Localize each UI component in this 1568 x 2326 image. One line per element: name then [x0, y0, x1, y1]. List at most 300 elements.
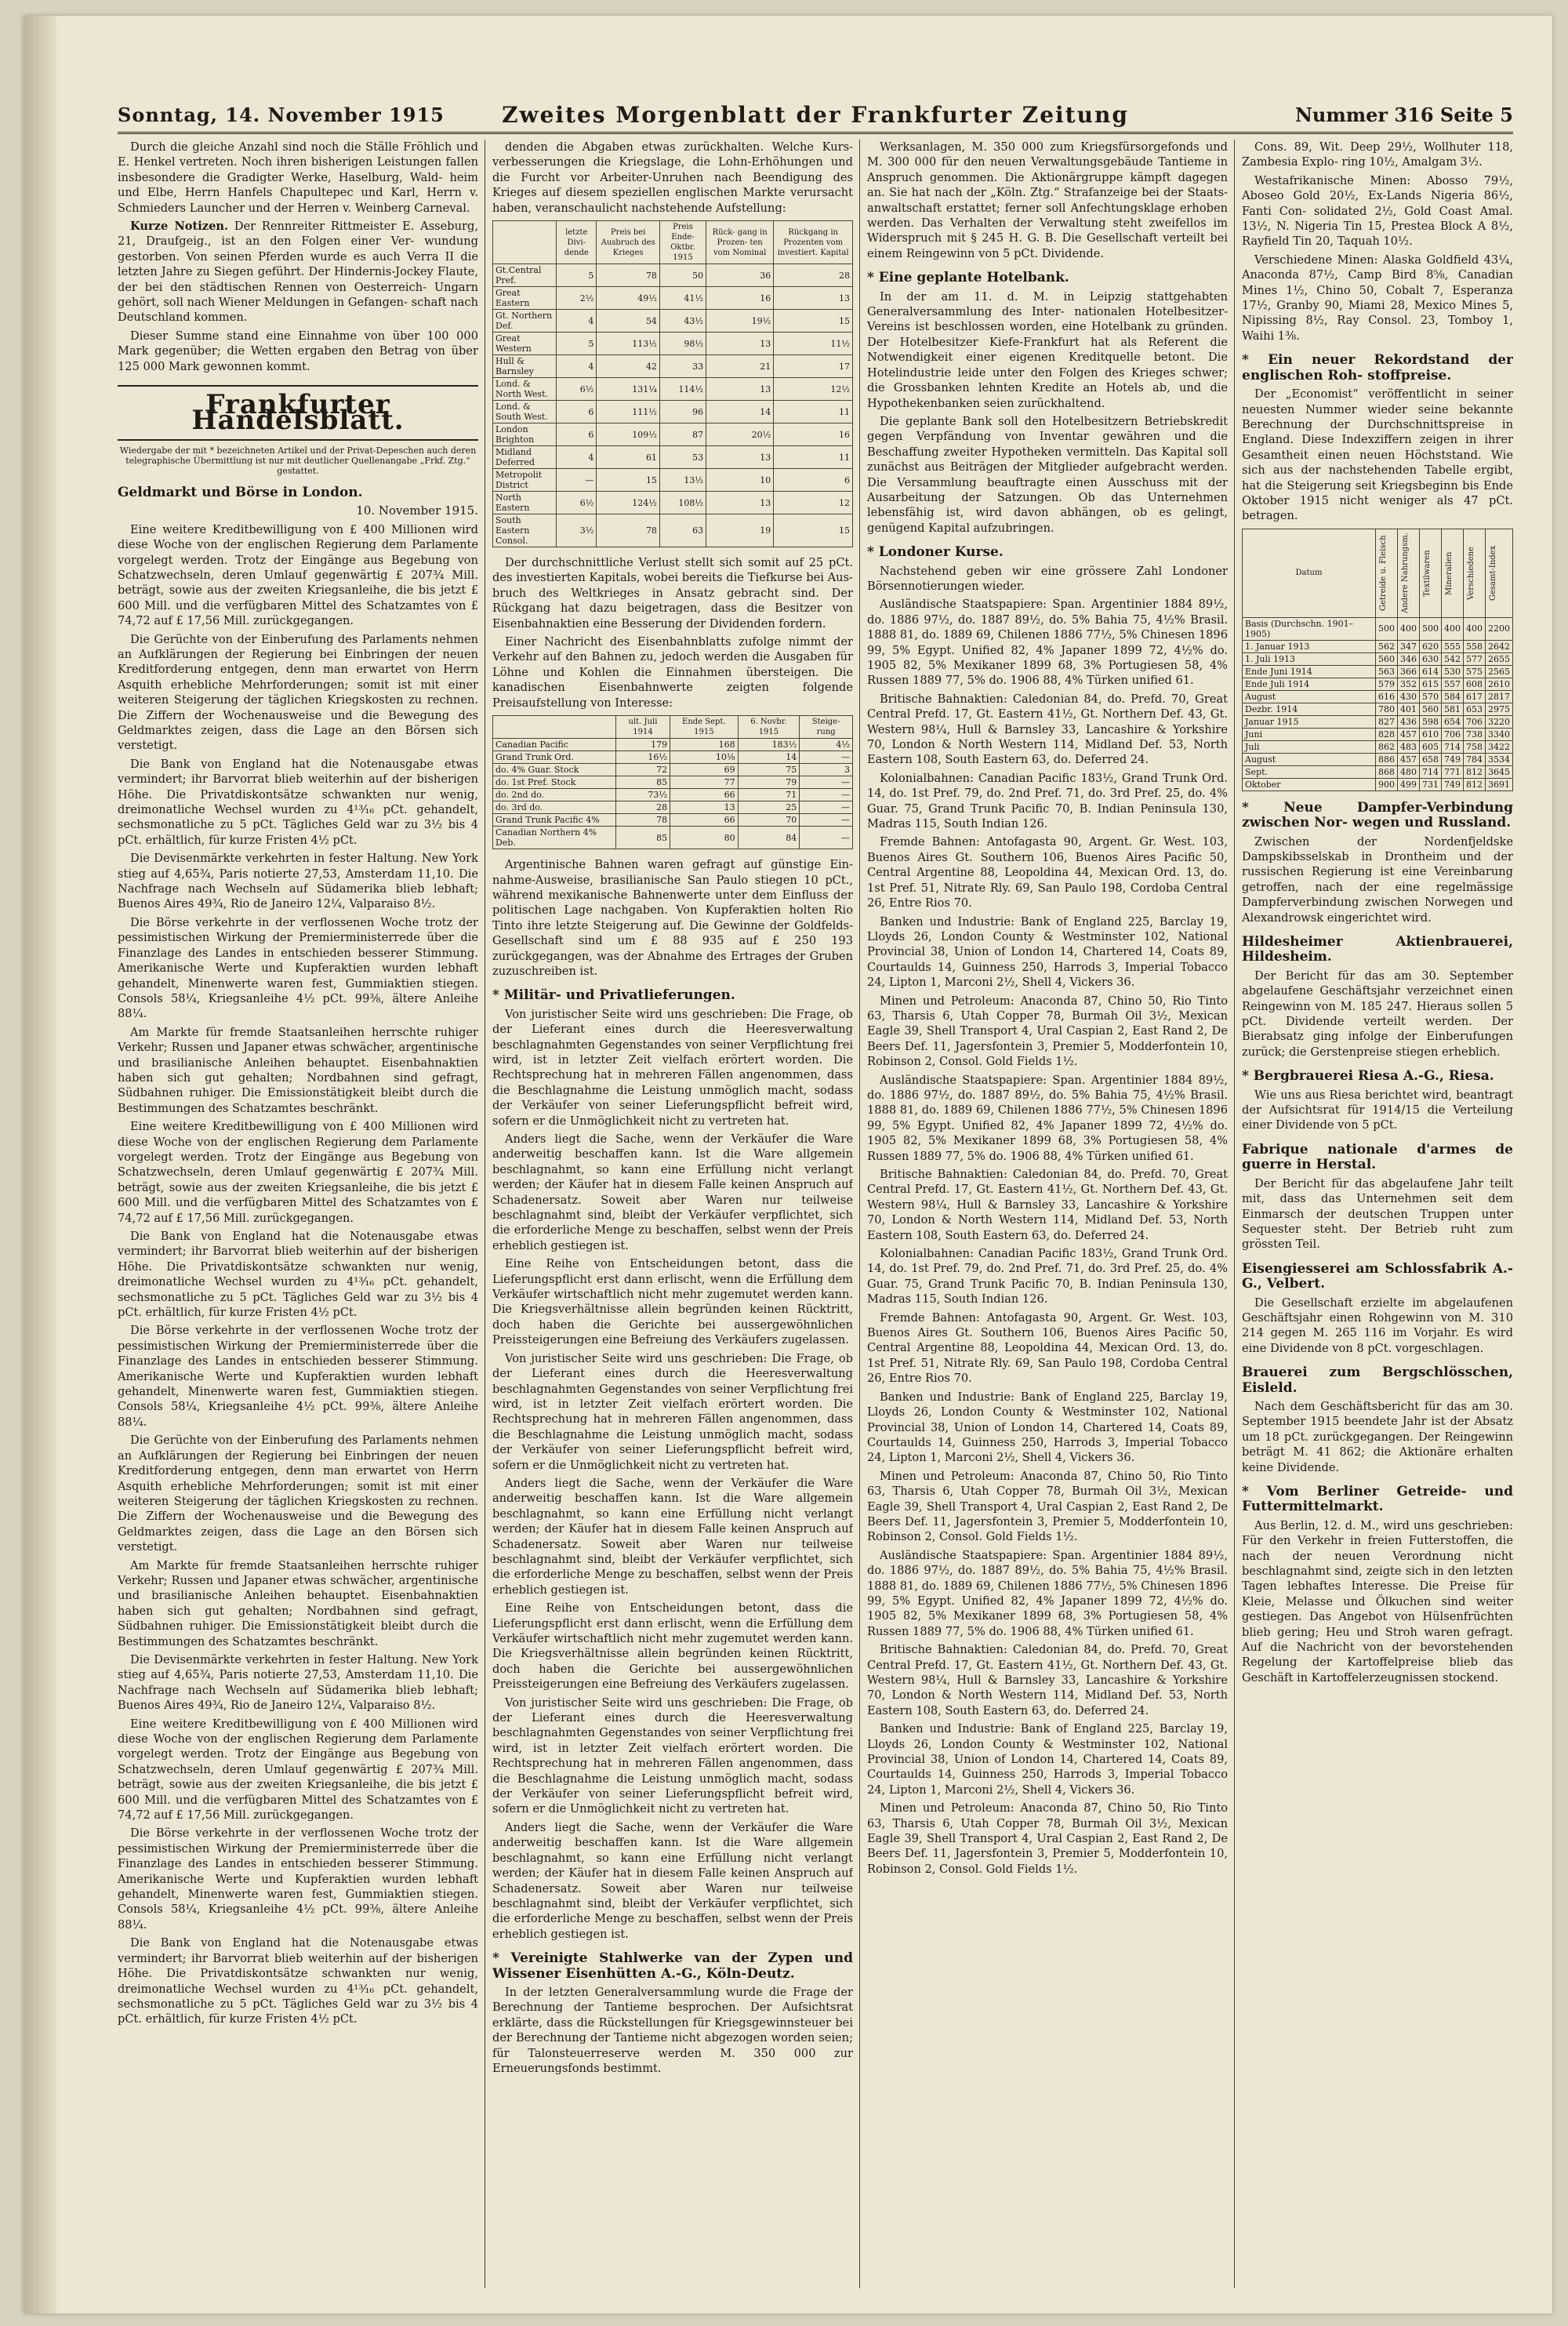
- table-header-cell: Gesamt-Index: [1486, 529, 1513, 617]
- column-2: [492, 140, 853, 2288]
- table-cell: 4: [557, 310, 597, 333]
- table-cell: 562: [1376, 640, 1398, 652]
- article-paragraph: Wie uns aus Riesa berichtet wird, beantragt der Aufsichtsrat für 1914/15 die Verteilung einer Dividende von 5 pCt.: [1242, 1088, 1513, 1132]
- article-paragraph: Der durchschnittliche Verlust stellt sich somit auf 25 pCt. des investierten Kapitals, wobei bereits die Tiefkurse bei Aus- bruch des Weltkrieges in Ansatz gebracht sind. Der Rückgang hat dazu beigetragen, dass die Besitzer von Eisenbahnaktien eine Besserung der Dividenden fordern.: [492, 556, 853, 631]
- table-header-cell: Getreide u. Fleisch: [1376, 529, 1398, 617]
- column-3: [867, 140, 1228, 2288]
- table-cell: 530: [1442, 665, 1464, 678]
- quotes-paragraph: Minen und Petroleum: Anaconda 87, Chino 50, Rio Tinto 63, Tharsis 6, Utah Copper 78, Burmah Oil 3½, Mexican Eagle 39, Shell Transport 4, Ural Caspian 2, East Rand 2, De Beers Def. 11, Jagersfontein 3, Premier 5, Modderfontein 10, Robinson 2, Consol. Gold Fields 1½.: [867, 1801, 1228, 1876]
- table-cell: South Eastern Consol.: [493, 514, 557, 547]
- table-row: [493, 789, 853, 801]
- table-cell: 179: [615, 739, 670, 751]
- table-cell: 63: [659, 514, 706, 547]
- table-row: [493, 264, 853, 287]
- article-paragraph: Eine Reihe von Entscheidungen betont, dass die Lieferungspflicht erst dann erlischt, wenn die Erfüllung dem Verkäufer wirtschaftlich nicht mehr zugemutet werden kann. Die Kriegsverhältnisse allein begründen keinen Rücktritt, doch haben die Gerichte bei aussergewöhnlichen Preissteigerungen eine Befreiung des Verkäufers zugelassen.: [492, 1257, 853, 1347]
- table-cell: 66: [670, 789, 739, 801]
- table-cell: 827: [1376, 715, 1398, 728]
- table-cell: Sept.: [1243, 765, 1376, 778]
- table-cell: 579: [1376, 678, 1398, 690]
- table-cell: 12: [774, 492, 853, 514]
- article-paragraph: Aus Berlin, 12. d. M., wird uns geschrieben: Für den Verkehr in freien Futterstoffen, die nach der neuen Verordnung nicht beschlagnahmt sind, zeigte sich in den letzten Tagen lebhaftes Interesse. Die Preise für Kleie, Melasse und Ölkuchen sind weiter gestiegen. Das Angebot von Hülsenfrüchten blieb gering; Heu und Stroh waren gefragt. Auf die Nachricht von der bevorstehenden Regelung der Kartoffelpreise blieb das Geschäft in Kartoffelerzeugnissen stockend.: [1242, 1518, 1513, 1685]
- table-header-cell: Rückgang in Prozenten vom investiert. Kapital: [774, 221, 853, 264]
- table-cell: 457: [1398, 728, 1420, 740]
- column-4: [1242, 140, 1513, 2288]
- table-cell: 87: [659, 423, 706, 446]
- table-cell: Gt. Northern Def.: [493, 310, 557, 333]
- table-cell: 2642: [1486, 640, 1513, 652]
- table-cell: 50: [659, 264, 706, 287]
- table-cell: 457: [1398, 753, 1420, 765]
- table-cell: 480: [1398, 765, 1420, 778]
- quotes-paragraph: Ausländische Staatspapiere: Span. Argentinier 1884 89½, do. 1886 97½, do. 1887 89½, do. 5% Bahia 75, 4½% Brasil. 1888 81, do. 1889 69, Chilenen 1886 77½, 5% Chinesen 1896 99, 5% Egypt. Unified 82, 4% Japaner 1899 72, 4½% do. 1905 82, 5% Mexikaner 1899 68, 3% Portugiesen 58, 4% Russen 1889 77, 5% do. 1906 88, 4% Türken unified 61.: [867, 1073, 1228, 1163]
- article-paragraph: Anders liegt die Sache, wenn der Verkäufer die Ware anderweitig beschaffen kann. Ist die Ware allgemein beschlagnahmt, so kann eine Erfüllung nicht verlangt werden; der Käufer hat in diesem Falle keinen Anspruch auf Schadenersatz. Soweit aber Waren nur teilweise beschlagnahmt sind, bleibt der Verkäufer verpflichtet, sich die erforderliche Menge zu beschaffen, selbst wenn der Preis erheblich gestiegen ist.: [492, 1820, 853, 1941]
- table-cell: —: [800, 789, 853, 801]
- table-header-cell: Verschiedene: [1464, 529, 1486, 617]
- table-cell: 6½: [557, 378, 597, 401]
- table-row: [1243, 652, 1513, 665]
- table-cell: 5: [557, 264, 597, 287]
- table-header-cell: Preis bei Ausbruch des Krieges: [597, 221, 660, 264]
- article-paragraph: Die Devisenmärkte verkehrten in fester Haltung. New York stieg auf 4,65¾, Paris notierte 27,53, Amsterdam 11,10. Die Nachfrage nach Wechseln auf Südamerika blieb lebhaft; Buenos Aires 49¾, Rio de Janeiro 12¼, Valparaiso 8½.: [118, 1652, 478, 1713]
- table-cell: 436: [1398, 715, 1420, 728]
- table-cell: 54: [597, 310, 660, 333]
- table-cell: 61: [597, 446, 660, 469]
- table-header-cell: Ende Sept. 1915: [670, 716, 739, 739]
- table-cell: 400: [1464, 617, 1486, 640]
- table-cell: 352: [1398, 678, 1420, 690]
- table-cell: Canadian Northern 4% Deb.: [493, 827, 616, 849]
- table-cell: 6: [774, 469, 853, 492]
- article-title: * Militär- und Privatlieferungen.: [492, 987, 735, 1004]
- table-cell: 17: [774, 355, 853, 378]
- table-cell: 2½: [557, 287, 597, 310]
- article-paragraph: Einer Nachricht des Eisenbahnblatts zufolge nimmt der Verkehr auf den Bahnen zu, jedoch werden die Ausgaben für Löhne und Kohlen die Einnahmen übersteigen. Die kanadischen Eisenbahnwerte zeigten folgende Preisaufstellung von Interesse:: [492, 635, 853, 710]
- table-cell: 19: [706, 514, 774, 547]
- notes-paragraph-2: Dieser Summe stand eine Einnahme von über 100 000 Mark gegenüber; die Wetten ergaben den Betrag von über 125 000 Mark gewonnen kommt.: [118, 329, 478, 373]
- table-cell: 400: [1398, 617, 1420, 640]
- table-row: [1243, 617, 1513, 640]
- table-cell: 36: [706, 264, 774, 287]
- table-cell: 3340: [1486, 728, 1513, 740]
- table-cell: 15: [774, 310, 853, 333]
- table-cell: 780: [1376, 703, 1398, 715]
- table-cell: 12½: [774, 378, 853, 401]
- table-cell: 1. Juli 1913: [1243, 652, 1376, 665]
- table-cell: do. 4% Guar. Stock: [493, 764, 616, 776]
- table-header-cell: [493, 221, 557, 264]
- table-row: [1243, 665, 1513, 678]
- article-title: Geldmarkt und Börse in London.: [118, 484, 363, 500]
- table-cell: 33: [659, 355, 706, 378]
- table-cell: 658: [1420, 753, 1442, 765]
- table-cell: 85: [615, 776, 670, 789]
- quotes-paragraph: Fremde Bahnen: Antofagasta 90, Argent. Gr. West. 103, Buenos Aires Gt. Southern 106, Buenos Aires Pacific 50, Central Argentine 88, Leopoldina 44, Mexican Ord. 13, do. 1st Pref. 51, Nitrate Rly. 69, San Paulo 198, Cordoba Central 26, Entre Rios 70.: [867, 1310, 1228, 1386]
- header-date: Sonntag, 14. November 1915: [118, 104, 445, 126]
- section-subtitle: Wiedergabe der mit * bezeichneten Artikel und der Privat-Depeschen auch deren telegraphische Übermittlung ist nur mit deutlicher Quellenangabe „Frkf. Ztg.“ gestattet.: [119, 445, 477, 476]
- column-rule: [859, 140, 860, 2288]
- article-paragraph: Die Börse verkehrte in der verflossenen Woche trotz der pessimistischen Wirkung der Premierministerrede über die Finanzlage des Landes in entschieden besserer Stimmung. Amerikanische Werte und Kupferaktien wurden lebhaft gehandelt, Minenwerte waren fest, Gummiaktien stiegen. Consols 58¼, Kriegsanleihe 4½ pCt. 99⅜, ältere Anleihe 88¼.: [118, 915, 478, 1021]
- article-paragraph: Anders liegt die Sache, wenn der Verkäufer die Ware anderweitig beschaffen kann. Ist die Ware allgemein beschlagnahmt, so kann eine Erfüllung nicht verlangt werden; der Käufer hat in diesem Falle keinen Anspruch auf Schadenersatz. Soweit aber Waren nur teilweise beschlagnahmt sind, bleibt der Verkäufer verpflichtet, sich die erforderliche Menge zu beschaffen, selbst wenn der Preis erheblich gestiegen ist.: [492, 1132, 853, 1252]
- article-paragraph: Von juristischer Seite wird uns geschrieben: Die Frage, ob der Lieferant eines durch die Heeresverwaltung beschlagnahmten Gegenstandes von seiner Verpflichtung frei wird, ist in letzter Zeit vielfach erörtert worden. Die Rechtsprechung hat in mehreren Fällen angenommen, dass die Beschlagnahme die Leistung unmöglich macht, sodass der Verkäufer von seiner Lieferungspflicht befreit wird, sofern er die Unmöglichkeit nicht zu vertreten hat.: [492, 1007, 853, 1128]
- table-header-cell: letzte Divi- dende: [557, 221, 597, 264]
- table-cell: 11½: [774, 333, 853, 355]
- table-cell: 16: [706, 287, 774, 310]
- article-paragraph: In der letzten Generalversammlung wurde die Frage der Berechnung der Tantieme besprochen. Der Aufsichtsrat erklärte, dass die Rückstellungen für Kriegsgewinnsteuer bei der Berechnung der Tantieme nicht abgezogen worden seien; für Talonsteuerreserve werden M. 350 000 zur Erneuerungsfonds bestimmt.: [492, 1985, 853, 2075]
- table-cell: 124½: [597, 492, 660, 514]
- table-row: [493, 814, 853, 827]
- table-cell: 605: [1420, 740, 1442, 753]
- quotes-paragraph: Britische Bahnaktien: Caledonian 84, do. Prefd. 70, Great Central Prefd. 17, Gt. Eastern 41½, Gt. Northern Def. 43, Gt. Western 98¼, Hull & Barnsley 33, Lancashire & Yorkshire 70, London & North Western 114, Midland Def. 53, North Eastern 108, South Eastern 63, do. Deferred 24.: [867, 692, 1228, 767]
- table-cell: 131¼: [597, 378, 660, 401]
- table-cell: 654: [1442, 715, 1464, 728]
- notes-title: Kurze Notizen.: [130, 220, 229, 234]
- article-paragraph: Die Gerüchte von der Einberufung des Parlaments nehmen an Aufklärungen der Regierung bei Einbringen der neuen Kreditforderung entgegen, denn man erwartet von Herrn Asquith erhebliche Mehrforderungen; somit ist mit einer weiteren Steigerung der täglichen Kriegskosten zu rechnen. Die Ziffern der Wochenausweise und die Bewegung des Geldmarktes zeigen, dass die Lage an den Börsen sich verstetigt.: [118, 1434, 478, 1554]
- table-cell: 14: [738, 751, 800, 764]
- table-cell: 610: [1420, 728, 1442, 740]
- table-cell: do. 2nd do.: [493, 789, 616, 801]
- article-paragraph: Die Bank von England hat die Notenausgabe etwas vermindert; ihr Barvorrat blieb weiterhin auf der bisherigen Höhe. Die Privatdiskontsätze schwankten nur wenig, dreimonatliche Wechsel wurden zu 4¹³⁄₁₆ pCt. gehandelt, sechsmonatliche zu 5 pCt. Tägliches Geld war zu 3½ bis 4 pCt. erhältlich, für kurze Fristen 4½ pCt.: [118, 757, 478, 847]
- table-cell: 558: [1464, 640, 1486, 652]
- table-cell: Ende Juni 1914: [1243, 665, 1376, 678]
- table-cell: Oktober: [1243, 778, 1376, 790]
- table-cell: 75: [738, 764, 800, 776]
- quotes-paragraph: Ausländische Staatspapiere: Span. Argentinier 1884 89½, do. 1886 97½, do. 1887 89½, do. 5% Bahia 75, 4½% Brasil. 1888 81, do. 1889 69, Chilenen 1886 77½, 5% Chinesen 1896 99, 5% Egypt. Unified 82, 4% Japaner 1899 72, 4½% do. 1905 82, 5% Mexikaner 1899 68, 3% Portugiesen 58, 4% Russen 1889 77, 5% do. 1906 88, 4% Türken unified 61.: [867, 598, 1228, 688]
- article-paragraph: Von juristischer Seite wird uns geschrieben: Die Frage, ob der Lieferant eines durch die Heeresverwaltung beschlagnahmten Gegenstandes von seiner Verpflichtung frei wird, ist in letzter Zeit vielfach erörtert worden. Die Rechtsprechung hat in mehreren Fällen angenommen, dass die Beschlagnahme die Leistung unmöglich macht, sodass der Verkäufer von seiner Lieferungspflicht befreit wird, sofern er die Unmöglichkeit nicht zu vertreten hat.: [492, 1695, 853, 1816]
- table-cell: 109½: [597, 423, 660, 446]
- table-cell: 3½: [557, 514, 597, 547]
- table-row: [1243, 778, 1513, 790]
- table-cell: August: [1243, 753, 1376, 765]
- table-cell: 2975: [1486, 703, 1513, 715]
- table-cell: 3220: [1486, 715, 1513, 728]
- quotes-paragraph: Ausländische Staatspapiere: Span. Argentinier 1884 89½, do. 1886 97½, do. 1887 89½, do. 5% Bahia 75, 4½% Brasil. 1888 81, do. 1889 69, Chilenen 1886 77½, 5% Chinesen 1896 99, 5% Egypt. Unified 82, 4% Japaner 1899 72, 4½% do. 1905 82, 5% Mexikaner 1899 68, 3% Portugiesen 58, 4% Russen 1889 77, 5% do. 1906 88, 4% Türken unified 61.: [867, 1548, 1228, 1638]
- table-cell: 66: [670, 814, 739, 827]
- table-cell: 49½: [597, 287, 660, 310]
- article-paragraph: Zwischen der Nordenfjeldske Dampskibsselskab in Drontheim und der russischen Regierung ist eine Vereinbarung getroffen, nach der eine regelmässige Dampferverbindung zwischen Norwegen und Alexandrowsk eingerichtet wird.: [1242, 834, 1513, 925]
- table-row: [1243, 690, 1513, 703]
- table-cell: 10: [706, 469, 774, 492]
- table-cell: 542: [1442, 652, 1464, 665]
- article-paragraph: Eine weitere Kreditbewilligung von £ 400 Millionen wird diese Woche von der englischen Regierung dem Parlamente vorgelegt werden. Trotz der Eingänge aus Begebung von Schatzwechseln, deren Umlauf gegenwärtig £ 207¾ Mill. beträgt, sowie aus der zweiten Kriegsanleihe, die bis jetzt £ 600 Mill. und die verfügbaren Mittel des Schatzamtes von £ 74,72 auf £ 17,56 Mill. zurückgegangen.: [118, 1120, 478, 1225]
- table-cell: 96: [659, 401, 706, 423]
- table-cell: 430: [1398, 690, 1420, 703]
- table-row: [1243, 715, 1513, 728]
- table-cell: 577: [1464, 652, 1486, 665]
- article-paragraph: Die Börse verkehrte in der verflossenen Woche trotz der pessimistischen Wirkung der Premierministerrede über die Finanzlage des Landes in entschieden besserer Stimmung. Amerikanische Werte und Kupferaktien wurden lebhaft gehandelt, Minenwerte waren fest, Gummiaktien stiegen. Consols 58¼, Kriegsanleihe 4½ pCt. 99⅜, ältere Anleihe 88¼.: [118, 1324, 478, 1429]
- table-cell: 500: [1376, 617, 1398, 640]
- table-cell: —: [800, 827, 853, 849]
- table-cell: 3422: [1486, 740, 1513, 753]
- article-paragraph: Der Bericht für das abgelaufene Jahr teilt mit, dass das Unternehmen seit dem Einmarsch der deutschen Truppen unter Sequester steht. Der Betrieb ruht zum grössten Teil.: [1242, 1176, 1513, 1252]
- table-cell: 15: [597, 469, 660, 492]
- table-cell: 13: [670, 801, 739, 814]
- table-cell: 6: [557, 423, 597, 446]
- table-cell: 868: [1376, 765, 1398, 778]
- table-cell: 114½: [659, 378, 706, 401]
- article-paragraph: Am Markte für fremde Staatsanleihen herrschte ruhiger Verkehr; Russen und Japaner etwas schwächer, argentinische und brasilianische Anleihen behauptet. Eisenbahnaktien haben sich gut gehalten; Nordbahnen sind gefragt, Südbahnen ruhiger. Die Emissionstätigkeit bleibt durch die Bestimmungen des Schatzamtes beschränkt.: [118, 1025, 478, 1115]
- table-row: [493, 287, 853, 310]
- table-cell: Great Eastern: [493, 287, 557, 310]
- article-title: * Ein neuer Rekordstand der englischen Roh- stoffpreise.: [1242, 352, 1513, 383]
- table-row: [1243, 740, 1513, 753]
- table-cell: 483: [1398, 740, 1420, 753]
- table-cell: 28: [615, 801, 670, 814]
- quotes-paragraph: Minen und Petroleum: Anaconda 87, Chino 50, Rio Tinto 63, Tharsis 6, Utah Copper 78, Burmah Oil 3½, Mexican Eagle 39, Shell Transport 4, Ural Caspian 2, East Rand 2, De Beers Def. 11, Jagersfontein 3, Premier 5, Modderfontein 10, Robinson 2, Consol. Gold Fields 1½.: [867, 994, 1228, 1069]
- table-cell: Januar 1915: [1243, 715, 1376, 728]
- article-paragraph: Die Bank von England hat die Notenausgabe etwas vermindert; ihr Barvorrat blieb weiterhin auf der bisherigen Höhe. Die Privatdiskontsätze schwankten nur wenig, dreimonatliche Wechsel wurden zu 4¹³⁄₁₆ pCt. gehandelt, sechsmonatliche zu 5 pCt. Tägliches Geld war zu 3½ bis 4 pCt. erhältlich, für kurze Fristen 4½ pCt.: [118, 1936, 478, 2026]
- table-cell: 28: [774, 264, 853, 287]
- table-row: [493, 333, 853, 355]
- table-row: [493, 469, 853, 492]
- table-cell: 19½: [706, 310, 774, 333]
- table-cell: 557: [1442, 678, 1464, 690]
- table-cell: 71: [738, 789, 800, 801]
- table-cell: 584: [1442, 690, 1464, 703]
- table-cell: 13: [706, 446, 774, 469]
- table-cell: 69: [670, 764, 739, 776]
- table-cell: Hull & Barnsley: [493, 355, 557, 378]
- table-cell: 653: [1464, 703, 1486, 715]
- table-cell: —: [800, 776, 853, 789]
- table-cell: 79: [738, 776, 800, 789]
- article-paragraph: Von juristischer Seite wird uns geschrieben: Die Frage, ob der Lieferant eines durch die Heeresverwaltung beschlagnahmten Gegenstandes von seiner Verpflichtung frei wird, ist in letzter Zeit vielfach erörtert worden. Die Rechtsprechung hat in mehreren Fällen angenommen, dass die Beschlagnahme die Leistung unmöglich macht, sodass der Verkäufer von seiner Lieferungspflicht befreit wird, sofern er die Unmöglichkeit nicht zu vertreten hat.: [492, 1351, 853, 1472]
- quotes-paragraph: Banken und Industrie: Bank of England 225, Barclay 19, Lloyds 26, London County & Westminster 102, National Provincial 38, Union of London 14, Chartered 14, Coats 89, Courtaulds 14, Guinness 250, Harrods 3, Imperial Tobacco 24, Lipton 1, Marconi 2½, Shell 4, Vickers 36.: [867, 914, 1228, 990]
- table-cell: 366: [1398, 665, 1420, 678]
- table-cell: 16: [774, 423, 853, 446]
- article-paragraph: Werksanlagen, M. 350 000 zum Kriegsfürsorgefonds und M. 300 000 für den neuen Verwaltungsgebäude Tantieme in Anspruch genommen. Die Aktionärgruppe kämpft dagegen an. Sie hat nach der „Köln. Ztg.“ Strafanzeige bei der Staats- anwaltschaft erstattet; ferner soll Anfechtungsklage erhoben werden. Das Verhalten der Verwaltung steht zweifellos im Widerspruch mit § 245 H. G. B. Die Gesellschaft verteilt bei einem Reingewinn von 5 pCt. Dividende.: [867, 140, 1228, 260]
- table-cell: 78: [597, 264, 660, 287]
- table-cell: 4½: [800, 739, 853, 751]
- table-row: [493, 378, 853, 401]
- table-cell: 53: [659, 446, 706, 469]
- article-title: Fabrique nationale d'armes de guerre in Herstal.: [1242, 1141, 1513, 1173]
- table-cell: 2200: [1486, 617, 1513, 640]
- table-cell: 25: [738, 801, 800, 814]
- notes-text: Der Rennreiter Rittmeister E. Asseburg, 21, Draufgeig., ist an den Folgen einer Ver- wundung gestorben. Von seinen Pferden wurde es auch Verra II die letzten Jahre zu Siegen geführt. Der Hindernis-Jockey Flaute, der bei den städtischen Rennen von Oesterreich- Ungarn gehört, soll nach Wiener Meldungen in Gefangen- schaft nach Deutschland kommen.: [118, 220, 478, 325]
- table-cell: 77: [670, 776, 739, 789]
- article-paragraph: Nachstehend geben wir eine grössere Zahl Londoner Börsennotierungen wieder.: [867, 564, 1228, 593]
- table-row: [1243, 765, 1513, 778]
- column-1: [118, 140, 478, 2288]
- table-cell: 563: [1376, 665, 1398, 678]
- article-paragraph: Die Gesellschaft erzielte im abgelaufenen Geschäftsjahr einen Rohgewinn von M. 310 214 gegen M. 265 116 im Vorjahr. Es wird eine Dividende von 8 pCt. vorgeschlagen.: [1242, 1296, 1513, 1355]
- quotes-paragraph: Verschiedene Minen: Alaska Goldfield 43¼, Anaconda 87½, Camp Bird 8⅝, Canadian Mines 1½, Chino 50, Cobalt 7, Esperanza 17½, Granby 90, Miami 28, Mexico Mines 5, Nipissing 8½, Ray Consol. 23, Tomboy 1, Waihi 1⅜.: [1242, 253, 1513, 343]
- table-cell: 13½: [659, 469, 706, 492]
- table-cell: 78: [597, 514, 660, 547]
- table-cell: 84: [738, 827, 800, 849]
- table-cell: 13: [774, 287, 853, 310]
- table-cell: Lond. & North West.: [493, 378, 557, 401]
- table-cell: 98½: [659, 333, 706, 355]
- table-cell: 555: [1442, 640, 1464, 652]
- quotes-paragraph: Cons. 89, Wit. Deep 29½, Wollhuter 118, Zambesia Explo- ring 10½, Amalgam 3½.: [1242, 140, 1513, 169]
- table-row: [493, 764, 853, 776]
- table-cell: 11: [774, 446, 853, 469]
- table-cell: 13: [706, 492, 774, 514]
- quotes-paragraph: Fremde Bahnen: Antofagasta 90, Argent. Gr. West. 103, Buenos Aires Gt. Southern 106, Buenos Aires Pacific 50, Central Argentine 88, Leopoldina 44, Mexican Ord. 13, do. 1st Pref. 51, Nitrate Rly. 69, San Paulo 198, Cordoba Central 26, Entre Rios 70.: [867, 835, 1228, 910]
- article-paragraph: Die Bank von England hat die Notenausgabe etwas vermindert; ihr Barvorrat blieb weiterhin auf der bisherigen Höhe. Die Privatdiskontsätze schwankten nur wenig, dreimonatliche Wechsel wurden zu 4¹³⁄₁₆ pCt. gehandelt, sechsmonatliche zu 5 pCt. Tägliches Geld war zu 3½ bis 4 pCt. erhältlich, für kurze Fristen 4½ pCt.: [118, 1230, 478, 1320]
- notes-paragraph: [118, 219, 478, 325]
- table-row: [1243, 728, 1513, 740]
- article-paragraph: Der Bericht für das am 30. September abgelaufene Geschäftsjahr verzeichnet einen Reingewinn von M. 185 247. Hieraus sollen 5 pCt. Dividende verteilt werden. Der Bierabsatz ging infolge der Einberufungen zurück; die Gerstenpreise stiegen erheblich.: [1242, 969, 1513, 1059]
- table-cell: do. 1st Pref. Stock: [493, 776, 616, 789]
- table-row: [493, 310, 853, 333]
- article-title: Hildesheimer Aktienbrauerei, Hildesheim.: [1242, 934, 1513, 965]
- table-header-cell: [493, 716, 616, 739]
- table-cell: 2655: [1486, 652, 1513, 665]
- table-cell: 1. Januar 1913: [1243, 640, 1376, 652]
- table-cell: 10⅛: [670, 751, 739, 764]
- table-cell: 14: [706, 401, 774, 423]
- table-cell: 616: [1376, 690, 1398, 703]
- table-cell: 784: [1464, 753, 1486, 765]
- table-row: [493, 827, 853, 849]
- table-cell: Juli: [1243, 740, 1376, 753]
- table-cell: 168: [670, 739, 739, 751]
- section-title-handelsblatt: Frankfurter Handelsblatt.: [118, 385, 478, 441]
- table-row: [493, 492, 853, 514]
- table-cell: 575: [1464, 665, 1486, 678]
- table-cell: 862: [1376, 740, 1398, 753]
- table-row: [493, 776, 853, 789]
- table-row: [493, 423, 853, 446]
- table-cell: 108½: [659, 492, 706, 514]
- table-cell: 72: [615, 764, 670, 776]
- table-cell: 78: [615, 814, 670, 827]
- table-cell: 80: [670, 827, 739, 849]
- article-paragraph: denden die Abgaben etwas zurückhalten. Welche Kurs- verbesserungen die Kriegslage, die Lohn-Erhöhungen und die Furcht vor Arbeiter-Unruhen nach Beendigung des Krieges auf diesem speziellen englischen Markte verursacht haben, veranschaulicht nachstehende Aufstellung:: [492, 140, 853, 215]
- article-paragraph: Anders liegt die Sache, wenn der Verkäufer die Ware anderweitig beschaffen kann. Ist die Ware allgemein beschlagnahmt, so kann eine Erfüllung nicht verlangt werden; der Käufer hat in diesem Falle keinen Anspruch auf Schadenersatz. Soweit aber Waren nur teilweise beschlagnahmt sind, bleibt der Verkäufer verpflichtet, sich die erforderliche Menge zu beschaffen, selbst wenn der Preis erheblich gestiegen ist.: [492, 1476, 853, 1597]
- article-title: * Vereinigte Stahlwerke van der Zypen und Wissener Eisenhütten A.-G., Köln-Deutz.: [492, 1950, 853, 1982]
- table-cell: 812: [1464, 778, 1486, 790]
- table-cell: 630: [1420, 652, 1442, 665]
- table-cell: 400: [1442, 617, 1464, 640]
- table-cell: 183½: [738, 739, 800, 751]
- table-cell: 499: [1398, 778, 1420, 790]
- table-cell: 13: [706, 333, 774, 355]
- article-title: Brauerei zum Bergschlösschen, Eisleld.: [1242, 1365, 1513, 1396]
- quotes-paragraph: Kolonialbahnen: Canadian Pacific 183½, Grand Trunk Ord. 14, do. 1st Pref. 79, do. 2nd Pref. 71, do. 3rd Pref. 25, do. 4% Guar. 75, Grand Trunk Pacific 70, B. Indian Peninsula 130, Madras 115, South Indian 126.: [867, 1247, 1228, 1307]
- table-row: [493, 514, 853, 547]
- table-cell: 347: [1398, 640, 1420, 652]
- table-row: [493, 739, 853, 751]
- table-cell: 3: [800, 764, 853, 776]
- table-cell: —: [800, 751, 853, 764]
- page-header: [118, 100, 1513, 134]
- table-cell: 738: [1464, 728, 1486, 740]
- article-title: * Neue Dampfer-Verbindung zwischen Nor- wegen und Russland.: [1242, 799, 1513, 831]
- header-paper-title: Zweites Morgenblatt der Frankfurter Zeitung: [502, 102, 1129, 128]
- quotes-paragraph: Britische Bahnaktien: Caledonian 84, do. Prefd. 70, Great Central Prefd. 17, Gt. Eastern 41½, Gt. Northern Def. 43, Gt. Western 98¼, Hull & Barnsley 33, Lancashire & Yorkshire 70, London & North Western 114, Midland Def. 53, North Eastern 108, South Eastern 63, do. Deferred 24.: [867, 1168, 1228, 1242]
- table-cell: 771: [1442, 765, 1464, 778]
- table-cell: 2565: [1486, 665, 1513, 678]
- table-cell: 20½: [706, 423, 774, 446]
- quotes-paragraph: Westafrikanische Minen: Abosso 79½, Aboseo Gold 20½, Ex-Lands Nigeria 86½, Fanti Con- solidated 2½, Gold Coast Amal. 13½, N. Nigeria Tin 15, Prestea Block A 8½, Rayfield Tin 20, Taquah 10½.: [1242, 173, 1513, 249]
- canadian-rail-table: [492, 715, 853, 849]
- quotes-paragraph: Banken und Industrie: Bank of England 225, Barclay 19, Lloyds 26, London County & Westminster 102, National Provincial 38, Union of London 14, Chartered 14, Coats 89, Courtaulds 14, Guinness 250, Harrods 3, Imperial Tobacco 24, Lipton 1, Marconi 2½, Shell 4, Vickers 36.: [867, 1390, 1228, 1465]
- table-cell: 113½: [597, 333, 660, 355]
- article-dateline: 10. November 1915.: [356, 503, 478, 518]
- table-cell: Ende Juli 1914: [1243, 678, 1376, 690]
- table-header-cell: 6. Novbr. 1915: [738, 716, 800, 739]
- table-cell: 41½: [659, 287, 706, 310]
- table-cell: 43½: [659, 310, 706, 333]
- table-row: [493, 751, 853, 764]
- table-cell: 608: [1464, 678, 1486, 690]
- table-cell: 3534: [1486, 753, 1513, 765]
- table-cell: 581: [1442, 703, 1464, 715]
- table-cell: 401: [1398, 703, 1420, 715]
- table-row: [1243, 703, 1513, 715]
- table-cell: 749: [1442, 753, 1464, 765]
- table-cell: Metropolit District: [493, 469, 557, 492]
- column-rule: [1234, 140, 1235, 2288]
- railway-table: [492, 220, 853, 547]
- table-cell: 731: [1420, 778, 1442, 790]
- article-title: * Eine geplante Hotelbank.: [867, 270, 1069, 286]
- article-paragraph: Die geplante Bank soll den Hotelbesitzern Betriebskredit gegen Verpfändung von Inventar gewähren und die Beschaffung zweiter Hypotheken vermitteln. Das Kapital soll zunächst aus Beiträgen der Mitglieder aufgebracht werden. Die Versammlung beauftragte einen Ausschuss mit der Ausarbeitung der Satzungen. Ob das Unternehmen lebensfähig ist, wird davon abhängen, ob es gelingt, genügend Kapital aufzubringen.: [867, 414, 1228, 535]
- price-index-table: [1242, 529, 1513, 791]
- table-header-cell: Rück- gang in Prozen- ten vom Nominal: [706, 221, 774, 264]
- sports-intro: Durch die gleiche Anzahl sind noch die Ställe Fröhlich und E. Henkel vertreten. Noch ihren bisherigen Leistungen fallen insbesondere die Gradigter Werke, Haselburg, Wald- heim und Elbe, Herrn Hanfels Chapultepec und Karl, Herrn v. Schmieders Launcher und der Herren v. Weinberg Carneval.: [118, 140, 478, 215]
- table-cell: 85: [615, 827, 670, 849]
- table-cell: 615: [1420, 678, 1442, 690]
- table-cell: 346: [1398, 652, 1420, 665]
- quotes-paragraph: Banken und Industrie: Bank of England 225, Barclay 19, Lloyds 26, London County & Westminster 102, National Provincial 38, Union of London 14, Chartered 14, Coats 89, Courtaulds 14, Guinness 250, Harrods 3, Imperial Tobacco 24, Lipton 1, Marconi 2½, Shell 4, Vickers 36.: [867, 1722, 1228, 1797]
- binding-gutter: [24, 16, 56, 2313]
- table-cell: 111½: [597, 401, 660, 423]
- table-row: [1243, 640, 1513, 652]
- table-cell: 886: [1376, 753, 1398, 765]
- table-cell: 6: [557, 401, 597, 423]
- table-cell: 620: [1420, 640, 1442, 652]
- table-cell: 11: [774, 401, 853, 423]
- quotes-paragraph: Kolonialbahnen: Canadian Pacific 183½, Grand Trunk Ord. 14, do. 1st Pref. 79, do. 2nd Pref. 71, do. 3rd Pref. 25, do. 4% Guar. 75, Grand Trunk Pacific 70, B. Indian Peninsula 130, Madras 115, South Indian 126.: [867, 771, 1228, 831]
- table-cell: 4: [557, 355, 597, 378]
- table-cell: 2610: [1486, 678, 1513, 690]
- table-cell: 16½: [615, 751, 670, 764]
- table-cell: 706: [1464, 715, 1486, 728]
- table-cell: 42: [597, 355, 660, 378]
- article-paragraph: Eine Reihe von Entscheidungen betont, dass die Lieferungspflicht erst dann erlischt, wenn die Erfüllung dem Verkäufer wirtschaftlich nicht mehr zugemutet werden kann. Die Kriegsverhältnisse allein begründen keinen Rücktritt, doch haben die Gerichte bei aussergewöhnlichen Preissteigerungen eine Befreiung des Verkäufers zugelassen.: [492, 1601, 853, 1692]
- newspaper-page: [24, 16, 1552, 2313]
- table-cell: 5: [557, 333, 597, 355]
- table-cell: 560: [1420, 703, 1442, 715]
- table-cell: 758: [1464, 740, 1486, 753]
- table-row: [1243, 753, 1513, 765]
- table-header-cell: Textilwaren: [1420, 529, 1442, 617]
- table-cell: Grand Trunk Pacific 4%: [493, 814, 616, 827]
- article-paragraph: Argentinische Bahnen waren gefragt auf günstige Ein- nahme-Ausweise, brasilianische San Paulo stiegen 10 pCt., während mexikanische Bahnenwerte unter dem Einfluss der politischen Lage nachgaben. Von Kupferaktien holten Rio Tinto ihre letzte Steigerung auf. Die Gewinne der Goldfelds-Gesellschaft sind um £ 88 935 auf £ 250 193 zurückgegangen, was der Abnahme des Ertrages der Gruben zuzuschreiben ist.: [492, 858, 853, 978]
- table-cell: Canadian Pacific: [493, 739, 616, 751]
- table-cell: 749: [1442, 778, 1464, 790]
- table-row: [493, 801, 853, 814]
- article-title: Eisengiesserei am Schlossfabrik A.-G., Velbert.: [1242, 1260, 1513, 1292]
- table-row: [493, 401, 853, 423]
- table-cell: 614: [1420, 665, 1442, 678]
- table-cell: 70: [738, 814, 800, 827]
- table-cell: 21: [706, 355, 774, 378]
- table-cell: —: [800, 814, 853, 827]
- article-paragraph: Die Devisenmärkte verkehrten in fester Haltung. New York stieg auf 4,65¾, Paris notierte 27,53, Amsterdam 11,10. Die Nachfrage nach Wechseln auf Südamerika blieb lebhaft; Buenos Aires 49¾, Rio de Janeiro 12¼, Valparaiso 8½.: [118, 852, 478, 911]
- table-header-cell: Datum: [1243, 529, 1376, 617]
- article-paragraph: Die Börse verkehrte in der verflossenen Woche trotz der pessimistischen Wirkung der Premierministerrede über die Finanzlage des Landes in entschieden besserer Stimmung. Amerikanische Werte und Kupferaktien wurden lebhaft gehandelt, Minenwerte waren fest, Gummiaktien stiegen. Consols 58¼, Kriegsanleihe 4½ pCt. 99⅜, ältere Anleihe 88¼.: [118, 1826, 478, 1932]
- table-cell: 706: [1442, 728, 1464, 740]
- table-cell: Midland Deferred: [493, 446, 557, 469]
- quotes-paragraph: Minen und Petroleum: Anaconda 87, Chino 50, Rio Tinto 63, Tharsis 6, Utah Copper 78, Burmah Oil 3½, Mexican Eagle 39, Shell Transport 4, Ural Caspian 2, East Rand 2, De Beers Def. 11, Jagersfontein 3, Premier 5, Modderfontein 10, Robinson 2, Consol. Gold Fields 1½.: [867, 1469, 1228, 1544]
- table-cell: 714: [1420, 765, 1442, 778]
- table-cell: Great Western: [493, 333, 557, 355]
